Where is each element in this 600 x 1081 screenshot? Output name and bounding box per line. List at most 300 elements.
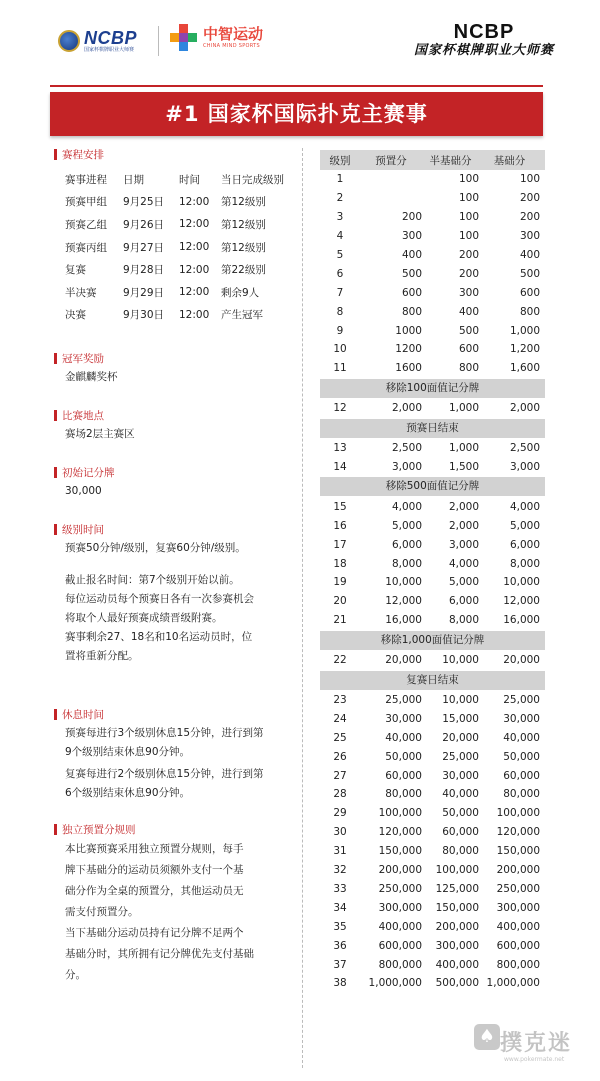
blind-row xyxy=(320,651,545,670)
watermark xyxy=(470,1018,590,1068)
blind-cell: 100 xyxy=(458,230,479,243)
blind-cell: 25,000 xyxy=(442,750,479,763)
blind-cell: 5 xyxy=(336,249,344,261)
blind-cell: 11 xyxy=(333,362,347,375)
blind-row xyxy=(320,766,545,785)
schedule-cell: 12:00 xyxy=(179,241,210,254)
brand-right xyxy=(414,22,554,59)
section-label: 赛程安排 xyxy=(62,148,104,161)
blind-cell: 10,000 xyxy=(442,694,479,707)
schedule-cell: 产生冠军 xyxy=(221,309,263,322)
blind-cell: 60,000 xyxy=(442,826,479,839)
schedule-cell: 9月30日 xyxy=(123,309,165,322)
blind-cell: 8,000 xyxy=(391,557,422,570)
blind-row xyxy=(320,283,545,302)
section-label: 级别时间 xyxy=(62,523,104,536)
blind-cell: 100,000 xyxy=(435,864,479,877)
blind-cell: 250,000 xyxy=(496,882,540,895)
blind-band-row: 移除100面值记分牌 xyxy=(320,379,545,398)
blind-row xyxy=(320,709,545,728)
blind-row xyxy=(320,359,545,378)
blind-cell: 26 xyxy=(333,750,347,763)
blind-row xyxy=(320,439,545,458)
section-label: 比赛地点 xyxy=(62,409,104,422)
ante-line: 基础分时，其所拥有记分牌优先支付基础 xyxy=(65,948,254,961)
blind-cell: 600,000 xyxy=(496,939,540,952)
schedule-cell: 12:00 xyxy=(179,195,210,208)
schedule-cell: 第12级别 xyxy=(221,218,266,231)
blind-cell: 125,000 xyxy=(435,882,479,895)
blind-cell: 3,000 xyxy=(509,461,540,474)
schedule-cell: 9月25日 xyxy=(123,196,165,209)
blind-cell: 12,000 xyxy=(503,595,540,608)
section-marker xyxy=(54,524,57,535)
ncbp-logo xyxy=(58,26,150,56)
blind-cell: 38 xyxy=(333,977,347,990)
levels-line: 将取个人最好预赛成绩晋级附赛。 xyxy=(65,612,223,625)
blind-cell: 34 xyxy=(333,901,347,914)
blind-row xyxy=(320,535,545,554)
section-title-venue xyxy=(54,407,300,423)
blind-cell: 500 xyxy=(458,324,479,337)
blind-cell: 300 xyxy=(519,230,540,243)
schedule-table xyxy=(65,168,284,326)
blind-cell: 8 xyxy=(336,305,344,318)
cms-mark-icon xyxy=(170,24,198,52)
watermark-text: 撲克迷 xyxy=(500,1031,573,1056)
schedule-row xyxy=(65,258,284,281)
blind-cell: 1,000,000 xyxy=(368,977,422,990)
breaks-line: 9个级别结束休息90分钟。 xyxy=(65,746,191,759)
blind-row xyxy=(320,321,545,340)
blind-cell: 200 xyxy=(458,267,479,280)
blind-row xyxy=(320,804,545,823)
blind-cell: 10,000 xyxy=(442,654,479,667)
blind-cell: 800 xyxy=(458,362,479,375)
schedule-cell: 第22级别 xyxy=(221,264,266,277)
spade-icon: ♠ xyxy=(474,1024,500,1050)
blind-cell: 200,000 xyxy=(378,864,422,877)
blind-cell: 20,000 xyxy=(385,654,422,667)
blind-header-cell: 半基础分 xyxy=(429,154,472,167)
blind-cell: 100,000 xyxy=(496,807,540,820)
levels-body xyxy=(65,539,300,666)
levels-line: 赛事剩余27、18名和10名运动员时，位 xyxy=(65,631,253,644)
header xyxy=(0,0,600,84)
section-marker xyxy=(54,149,57,160)
blind-cell: 6,000 xyxy=(391,538,422,551)
info-column xyxy=(54,146,300,986)
blind-row xyxy=(320,246,545,265)
schedule-cell: 9月27日 xyxy=(123,241,165,254)
blind-cell: 100 xyxy=(458,192,479,205)
blind-cell: 1,000 xyxy=(448,402,479,415)
blind-cell: 800 xyxy=(519,305,540,318)
breaks-line: 预赛每进行3个级别休息15分钟，进行到第 xyxy=(65,727,264,740)
blind-cell: 2,500 xyxy=(509,442,540,455)
blind-cell: 200,000 xyxy=(496,864,540,877)
ncbp-emblem-icon xyxy=(58,30,80,52)
schedule-row xyxy=(65,281,284,304)
ncbp-logo-text: NCBP xyxy=(84,28,138,48)
blind-cell: 1600 xyxy=(395,362,422,375)
schedule-cell: 半决赛 xyxy=(65,286,97,299)
blind-cell: 400 xyxy=(458,305,479,318)
blind-cell: 150,000 xyxy=(378,845,422,858)
watermark-url: www.pokermate.net xyxy=(504,1056,565,1063)
blind-cell: 17 xyxy=(333,538,347,551)
schedule-row xyxy=(65,304,284,327)
blind-cell: 16,000 xyxy=(503,614,540,627)
blind-row xyxy=(320,458,545,477)
blind-cell: 200 xyxy=(519,211,540,224)
blind-cell: 31 xyxy=(333,845,347,858)
blind-row xyxy=(320,170,545,189)
blind-cell: 6,000 xyxy=(448,595,479,608)
schedule-row xyxy=(65,213,284,236)
ante-line: 础分作为全桌的预置分，其他运动员无 xyxy=(65,885,244,898)
blind-cell: 1200 xyxy=(395,343,422,356)
schedule-cell: 12:00 xyxy=(179,286,210,299)
schedule-cell: 日期 xyxy=(123,173,144,186)
blind-cell: 200 xyxy=(458,249,479,261)
blind-row xyxy=(320,189,545,208)
blind-cell: 1,200 xyxy=(509,343,540,356)
schedule-cell: 赛事进程 xyxy=(65,173,107,186)
blind-cell: 80,000 xyxy=(385,788,422,801)
blind-cell: 25 xyxy=(333,731,347,744)
logo-divider xyxy=(158,26,159,56)
blind-cell: 25,000 xyxy=(385,694,422,707)
blind-cell: 2 xyxy=(336,192,344,205)
ante-line: 当下基础分运动员持有记分牌不足两个 xyxy=(65,927,244,940)
schedule-header-row xyxy=(65,168,284,191)
blind-cell: 100 xyxy=(458,211,479,224)
blind-cell: 250,000 xyxy=(378,882,422,895)
schedule-cell: 12:00 xyxy=(179,218,210,231)
levels-line: 截止报名时间：第7个级别开始以前。 xyxy=(65,574,240,587)
blind-cell: 40,000 xyxy=(442,788,479,801)
cms-logo xyxy=(170,24,263,52)
schedule-row xyxy=(65,191,284,214)
blind-row xyxy=(320,955,545,974)
blind-cell: 29 xyxy=(333,807,347,820)
blind-cell: 32 xyxy=(333,864,347,877)
blind-cell: 25,000 xyxy=(503,694,540,707)
blind-cell: 200 xyxy=(519,192,540,205)
blind-cell: 6 xyxy=(336,267,344,280)
blind-cell: 36 xyxy=(333,939,347,952)
venue-body: 赛场2层主赛区 xyxy=(65,428,135,441)
blind-cell: 120,000 xyxy=(496,826,540,839)
blind-cell: 30,000 xyxy=(503,712,540,725)
blind-cell: 12 xyxy=(333,402,347,415)
ante-body xyxy=(65,839,300,986)
blind-cell: 22 xyxy=(333,654,347,667)
blind-cell: 27 xyxy=(333,769,347,782)
breaks-line: 复赛每进行2个级别休息15分钟，进行到第 xyxy=(65,768,264,781)
blind-row xyxy=(320,842,545,861)
blind-row xyxy=(320,880,545,899)
brand-cn: 国家杯棋牌职业大师赛 xyxy=(413,43,554,58)
blind-cell: 5,000 xyxy=(509,519,540,532)
blind-cell: 4 xyxy=(336,230,344,243)
schedule-cell: 预赛丙组 xyxy=(65,241,107,254)
section-marker xyxy=(54,824,57,835)
blind-cell: 30,000 xyxy=(385,712,422,725)
banner-top-line xyxy=(50,85,543,87)
blind-row xyxy=(320,823,545,842)
blind-row xyxy=(320,208,545,227)
blind-cell: 500,000 xyxy=(435,977,479,990)
blind-cell: 20,000 xyxy=(442,731,479,744)
blind-cell: 2,000 xyxy=(509,402,540,415)
blind-cell: 12,000 xyxy=(385,595,422,608)
blind-cell: 1,000 xyxy=(509,324,540,337)
blind-cell: 18 xyxy=(333,557,347,570)
blind-cell: 10 xyxy=(333,343,347,356)
schedule-cell: 12:00 xyxy=(179,263,210,276)
blind-cell: 20,000 xyxy=(503,654,540,667)
section-title-champion xyxy=(54,350,300,366)
blind-row xyxy=(320,917,545,936)
ante-line: 本比赛预赛采用独立预置分规则，每手 xyxy=(65,843,244,856)
blind-cell: 14 xyxy=(333,461,347,474)
ante-line: 分。 xyxy=(65,969,86,982)
blind-cell: 3,000 xyxy=(391,461,422,474)
section-title-ante xyxy=(54,821,300,837)
levels-line: 置将重新分配。 xyxy=(65,650,139,663)
blind-cell: 1,000 xyxy=(448,442,479,455)
blind-cell: 1,500 xyxy=(448,461,479,474)
blind-cell: 8,000 xyxy=(448,614,479,627)
schedule-row xyxy=(65,236,284,259)
blind-row xyxy=(320,264,545,283)
blind-cell: 600 xyxy=(519,286,540,299)
blind-cell: 600,000 xyxy=(378,939,422,952)
blind-cell: 2,000 xyxy=(391,402,422,415)
blind-row xyxy=(320,785,545,804)
section-marker xyxy=(54,353,57,364)
blind-cell: 400,000 xyxy=(496,920,540,933)
blind-band-row: 移除1,000面值记分牌 xyxy=(320,631,545,650)
section-marker xyxy=(54,467,57,478)
blind-header-row xyxy=(320,150,545,170)
schedule-cell: 第12级别 xyxy=(221,241,266,254)
column-divider xyxy=(302,148,303,1068)
section-label: 独立预置分规则 xyxy=(62,823,136,836)
schedule-cell: 9月26日 xyxy=(123,218,165,231)
blind-cell: 400,000 xyxy=(378,920,422,933)
blind-cell: 2,500 xyxy=(391,442,422,455)
blind-cell: 40,000 xyxy=(503,731,540,744)
blind-cell: 60,000 xyxy=(385,769,422,782)
ante-line: 需支付预置分。 xyxy=(65,906,139,919)
section-marker xyxy=(54,709,57,720)
blind-header-cell: 预置分 xyxy=(375,154,407,167)
blind-row xyxy=(320,554,545,573)
blind-row xyxy=(320,611,545,630)
section-title-levels xyxy=(54,521,300,537)
section-marker xyxy=(54,410,57,421)
blind-cell: 16,000 xyxy=(385,614,422,627)
blind-cell: 200,000 xyxy=(435,920,479,933)
section-label: 休息时间 xyxy=(62,708,104,721)
blind-cell: 400 xyxy=(519,249,540,261)
blind-row xyxy=(320,898,545,917)
blind-band-row: 预赛日结束 xyxy=(320,419,545,438)
blind-row xyxy=(320,573,545,592)
levels-line: 预赛50分钟/级别，复赛60分钟/级别。 xyxy=(65,542,246,555)
blind-row xyxy=(320,691,545,710)
blind-row xyxy=(320,592,545,611)
blind-cell: 4,000 xyxy=(509,500,540,513)
blind-cell: 500 xyxy=(401,267,422,280)
schedule-cell: 复赛 xyxy=(65,264,86,277)
blind-cell: 50,000 xyxy=(442,807,479,820)
breaks-line: 6个级别结束休息90分钟。 xyxy=(65,787,191,800)
schedule-cell: 9月28日 xyxy=(123,264,165,277)
blind-cell: 1 xyxy=(336,173,344,186)
blind-row xyxy=(320,516,545,535)
blind-row xyxy=(320,861,545,880)
blind-cell: 400 xyxy=(401,249,422,261)
blind-header-cell: 基础分 xyxy=(493,154,526,167)
blind-row xyxy=(320,340,545,359)
blind-cell: 7 xyxy=(336,286,344,299)
blind-cell: 300,000 xyxy=(435,939,479,952)
blind-cell: 4,000 xyxy=(391,500,422,513)
blind-row xyxy=(320,728,545,747)
blind-band-row: 移除500面值记分牌 xyxy=(320,477,545,496)
schedule-cell: 时间 xyxy=(179,173,200,186)
blind-cell: 30,000 xyxy=(442,769,479,782)
blind-cell: 24 xyxy=(333,712,347,725)
blind-cell: 40,000 xyxy=(385,731,422,744)
schedule-cell: 剩余9人 xyxy=(221,286,260,299)
blind-cell: 30 xyxy=(333,826,347,839)
ncbp-logo-subtext: 国家杯棋牌职业大师赛 xyxy=(84,47,135,53)
blind-cell: 15,000 xyxy=(442,712,479,725)
blind-cell: 1,600 xyxy=(509,362,540,375)
blind-cell: 60,000 xyxy=(503,769,540,782)
schedule-cell: 12:00 xyxy=(179,308,210,321)
blind-cell: 6,000 xyxy=(509,538,540,551)
blind-cell: 300 xyxy=(401,230,422,243)
blind-cell: 13 xyxy=(333,442,347,455)
blind-cell: 120,000 xyxy=(378,826,422,839)
blind-cell: 23 xyxy=(333,694,347,707)
blind-row xyxy=(320,302,545,321)
schedule-cell: 决赛 xyxy=(65,309,86,322)
blind-cell: 100,000 xyxy=(378,807,422,820)
blind-cell: 35 xyxy=(333,920,347,933)
levels-line: 每位运动员每个预赛日各有一次参赛机会 xyxy=(65,593,254,606)
brand-en: NCBP xyxy=(453,21,515,43)
blind-cell: 500 xyxy=(519,267,540,280)
blind-row xyxy=(320,747,545,766)
blind-cell: 37 xyxy=(333,958,347,971)
section-title-schedule xyxy=(54,146,300,162)
blind-cell: 80,000 xyxy=(442,845,479,858)
chips-body: 30,000 xyxy=(65,485,102,498)
cms-logo-cn: 中智运动 xyxy=(203,25,264,43)
blind-cell: 1000 xyxy=(395,324,422,337)
blind-cell: 2,000 xyxy=(448,519,479,532)
blind-cell: 150,000 xyxy=(496,845,540,858)
section-title-breaks xyxy=(54,706,300,722)
schedule-cell: 9月29日 xyxy=(123,286,165,299)
page-title: #1 国家杯国际扑克主赛事 xyxy=(50,92,543,136)
blind-row xyxy=(320,974,545,993)
section-title-chips xyxy=(54,464,300,480)
blind-cell: 800 xyxy=(401,305,422,318)
blind-cell: 19 xyxy=(333,576,347,589)
blind-cell: 200 xyxy=(401,211,422,224)
blind-cell: 5,000 xyxy=(391,519,422,532)
blind-cell: 600 xyxy=(458,343,479,356)
blind-cell: 21 xyxy=(333,614,347,627)
blind-cell: 3 xyxy=(336,211,344,224)
breaks-body xyxy=(65,724,300,803)
schedule-cell: 预赛乙组 xyxy=(65,218,107,231)
blind-cell: 2,000 xyxy=(448,500,479,513)
blind-cell: 50,000 xyxy=(503,750,540,763)
blind-cell: 28 xyxy=(333,788,347,801)
blind-band-row: 复赛日结束 xyxy=(320,671,545,690)
blind-structure-table xyxy=(320,150,545,993)
blind-row xyxy=(320,399,545,418)
blind-cell: 10,000 xyxy=(503,576,540,589)
cms-logo-en: CHINA MIND SPORTS xyxy=(203,43,261,49)
schedule-cell: 当日完成级别 xyxy=(221,173,284,186)
champion-body: 金麒麟奖杯 xyxy=(65,371,118,384)
blind-row xyxy=(320,227,545,246)
blind-cell: 300,000 xyxy=(378,901,422,914)
blind-cell: 1,000,000 xyxy=(486,977,540,990)
blind-cell: 600 xyxy=(401,286,422,299)
blind-cell: 5,000 xyxy=(448,576,479,589)
blind-cell: 33 xyxy=(333,882,347,895)
blind-cell: 8,000 xyxy=(509,557,540,570)
blind-row xyxy=(320,497,545,516)
blind-cell: 800,000 xyxy=(496,958,540,971)
blind-cell: 15 xyxy=(333,500,347,513)
blind-cell: 300,000 xyxy=(496,901,540,914)
blind-cell: 9 xyxy=(336,324,344,337)
blind-header-cell: 级别 xyxy=(329,154,351,167)
blind-cell: 100 xyxy=(519,173,540,186)
blind-cell: 50,000 xyxy=(385,750,422,763)
blind-cell: 400,000 xyxy=(435,958,479,971)
ante-line: 牌下基础分的运动员须额外支付一个基 xyxy=(65,864,244,877)
blind-cell: 80,000 xyxy=(503,788,540,801)
blind-row xyxy=(320,936,545,955)
schedule-cell: 预赛甲组 xyxy=(65,196,107,209)
blind-cell: 150,000 xyxy=(435,901,479,914)
blind-cell: 16 xyxy=(333,519,347,532)
section-label: 冠军奖励 xyxy=(62,352,104,365)
section-label: 初始记分牌 xyxy=(62,466,115,479)
blind-cell: 20 xyxy=(333,595,347,608)
blind-cell: 100 xyxy=(458,173,479,186)
blind-cell: 4,000 xyxy=(448,557,479,570)
blind-cell: 3,000 xyxy=(448,538,479,551)
blind-cell: 10,000 xyxy=(385,576,422,589)
blind-cell: 300 xyxy=(458,286,479,299)
blind-cell: 800,000 xyxy=(378,958,422,971)
schedule-cell: 第12级别 xyxy=(221,196,266,209)
